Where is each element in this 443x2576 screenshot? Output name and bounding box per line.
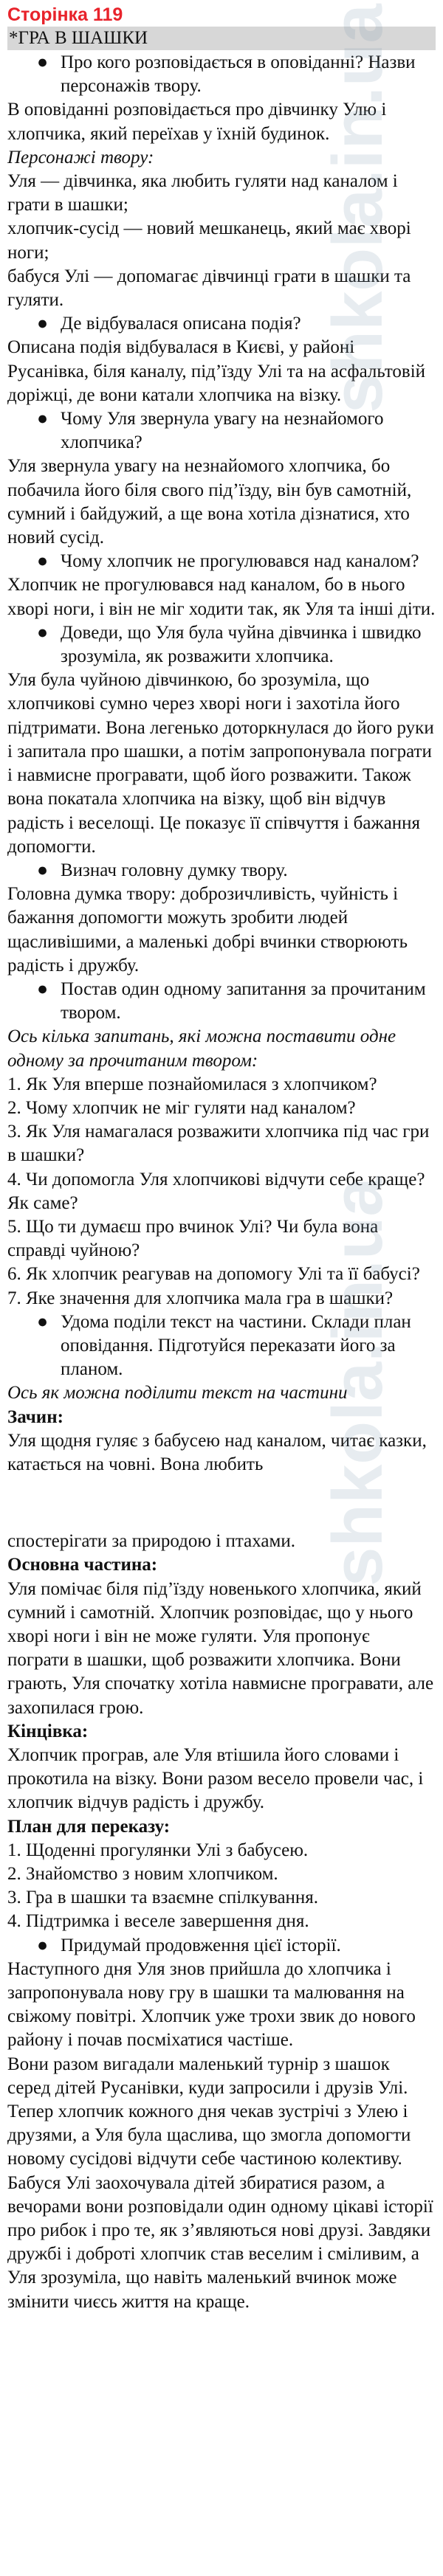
paragraph: хлопчик-сусід — новий мешканець, який має хворі ноги; <box>7 218 411 263</box>
task-question <box>7 550 436 573</box>
paragraph: 6. Як хлопчик реагував на допомогу Улі та її бабусі? <box>7 1264 420 1285</box>
paragraph: Уля помічає біля під’їзду новенького хлопчика, який сумний і самотній. Хлопчик розповідає, що у нього хворі ноги і він не може гуляти. Уля пропонує пограти в шашки, щоб розважити хлопчика. Вони грають, Уля спочатку хотіла навмисне програвати, але захопилася грою. <box>7 1578 434 1718</box>
paragraph: Наступного дня Уля знов прийшла до хлопчика і запропонувала нову гру в шашки та малювання на свіжому повітрі. Хлопчик уже трохи звик до нового району і почав посміхатися частіше. <box>7 1958 416 2051</box>
paragraph: 3. Як Уля намагалася розважити хлопчика під час гри в шашки? <box>7 1122 430 1166</box>
paragraph: 1. Як Уля вперше познайомилася з хлопчиком? <box>7 1074 377 1094</box>
content <box>7 51 436 2314</box>
watermark-bottom: shkola.in.ua <box>318 1177 397 1586</box>
italic-note: Персонажі твору: <box>7 147 154 168</box>
bullet-icon: ● <box>37 314 49 334</box>
task-question-text: Визнач головну думку твору. <box>61 860 288 880</box>
bullet-icon: ● <box>37 1311 49 1332</box>
paragraph: Уля щодня гуляє з бабусею над каналом, читає казки, катається на човні. Вона любить <box>7 1430 427 1474</box>
task-question-text: Доведи, що Уля була чуйна дівчинка і швидко зрозуміла, як розважити хлопчика. <box>61 622 422 667</box>
task-question-text: Про кого розповідається в оповіданні? Назви персонажів твору. <box>61 52 416 97</box>
task-question-text: Де відбувалася описана подія? <box>61 314 301 334</box>
task-question-text: Чому хлопчик не прогулювався над каналом? <box>61 551 419 572</box>
paragraph: бабуся Улі — допомагає дівчинці грати в шашки та гуляти. <box>7 266 411 311</box>
paragraph: 4. Чи допомогла Уля хлопчикові відчути себе краще? Як саме? <box>7 1169 425 1213</box>
bullet-icon: ● <box>37 622 49 643</box>
task-question <box>7 51 436 98</box>
paragraph: Уля — дівчинка, яка любить гуляти над каналом і грати в шашки; <box>7 171 398 215</box>
paragraph: Уля була чуйною дівчинкою, бо зрозуміла, що хлопчикові сумно через хворі ноги і захотіла його підтримати. Вона легенько доторкнулася до його руки і запитала про шашки, а потім запропонувала пограти і навмисне програвати, щоб його розважити. Також вона покатала хлопчика на візку, щоб він відчув радість і веселощі. Це показує її співчуття і бажання допомогти. <box>7 670 434 857</box>
bullet-icon: ● <box>37 1935 49 1955</box>
paragraph: 4. Підтримка і веселе завершення дня. <box>7 1911 309 1932</box>
task-question-text: Постав один одному запитання за прочитаним твором. <box>61 978 426 1023</box>
paragraph: 3. Гра в шашки та взаємне спілкування. <box>7 1888 319 1908</box>
task-question <box>7 407 436 455</box>
page-number-label: Сторінка 119 <box>7 4 123 25</box>
paragraph: Уля звернула увагу на незнайомого хлопчика, бо побачила його біля свого під’їзду, він був самотній, сумний і байдужий, а ще вона хотіла дізнатися, хто новий сусід. <box>7 456 412 548</box>
section-heading: Зачин: <box>7 1406 63 1427</box>
paragraph: 7. Яке значення для хлопчика мала гра в шашки? <box>7 1288 394 1308</box>
paragraph: спостерігати за природою і птахами. <box>7 1531 295 1552</box>
paragraph: Описана подія відбувалася в Києві, у районі Русанівка, біля каналу, під’їзду Улі та на асфальтовій доріжці, де вони катали хлопчика на візку. <box>7 337 426 405</box>
paragraph: 2. Чому хлопчик не міг гуляти над каналом? <box>7 1097 356 1118</box>
paragraph: 1. Щоденні прогулянки Улі з бабусею. <box>7 1840 309 1860</box>
section-heading: Основна частина: <box>7 1555 158 1575</box>
page-gap <box>7 1477 436 1530</box>
task-question <box>7 312 436 336</box>
bullet-icon: ● <box>37 860 49 880</box>
watermark-top: shkola.in.ua <box>318 4 397 413</box>
bullet-icon: ● <box>37 551 49 572</box>
task-question <box>7 978 436 1025</box>
paragraph: Хлопчик програв, але Уля втішила його словами і прокотила на візку. Вони разом весело провели час, і хлопчик відчув радість і дружбу. <box>7 1745 424 1813</box>
paragraph: 2. Знайомство з новим хлопчиком. <box>7 1864 278 1885</box>
task-question <box>7 621 436 669</box>
task-question <box>7 1311 436 1382</box>
task-question-text: Придумай продовження цієї історії. <box>61 1935 341 1955</box>
italic-note: Ось кілька запитань, які можна поставити одне одному за прочитаним твором: <box>7 1026 396 1071</box>
paragraph: Вони разом вигадали маленький турнір з шашок серед дітей Русанівки, куди запросили і друзів Улі. Тепер хлопчик кожного дня чекав зустрічі з Улею і друзями, а Уля була щаслива, що змогла допомогти новому сусідові відчути себе частиною колективу. <box>7 2054 411 2169</box>
bullet-icon: ● <box>37 52 49 72</box>
paragraph: Головна думка твору: доброзичливість, чуйність і бажання допомогти можуть зробити людей щасливішими, а маленькі добрі вчинки створюють радість і дружбу. <box>7 884 408 976</box>
paragraph: Бабуся Улі заохочувала дітей збиратися разом, а вечорами вони розповідали один одному цікаві історії про рибок і про те, як з’являються нові друзі. Завдяки дружбі і доброті хлопчик став веселим і сміливим, а Уля зрозуміла, що навіть маленький вчинок може змінити чиєсь життя на краще. <box>7 2172 433 2312</box>
task-question-text: Удома поділи текст на частини. Склади план оповідання. Підготуйся переказати його за планом. <box>61 1311 411 1380</box>
paragraph: В оповіданні розповідається про дівчинку Улю і хлопчика, який переїхав у їхній будинок. <box>7 100 387 144</box>
bullet-icon: ● <box>37 978 49 999</box>
paragraph: Хлопчик не прогулювався над каналом, бо в нього хворі ноги, і він не міг ходити так, як Уля та інші діти. <box>7 575 436 619</box>
task-question <box>7 1934 436 1958</box>
task-question <box>7 859 436 883</box>
task-question-text: Чому Уля звернула увагу на незнайомого хлопчика? <box>61 409 384 453</box>
section-title: *ГРА В ШАШКИ <box>7 27 436 50</box>
italic-note: Ось як можна поділити текст на частини <box>7 1383 348 1403</box>
paragraph: 5. Що ти думаєш про вчинок Улі? Чи була вона справді чуйною? <box>7 1216 379 1261</box>
section-heading: Кінцівка: <box>7 1721 89 1741</box>
section-heading: План для переказу: <box>7 1816 171 1837</box>
bullet-icon: ● <box>37 409 49 429</box>
